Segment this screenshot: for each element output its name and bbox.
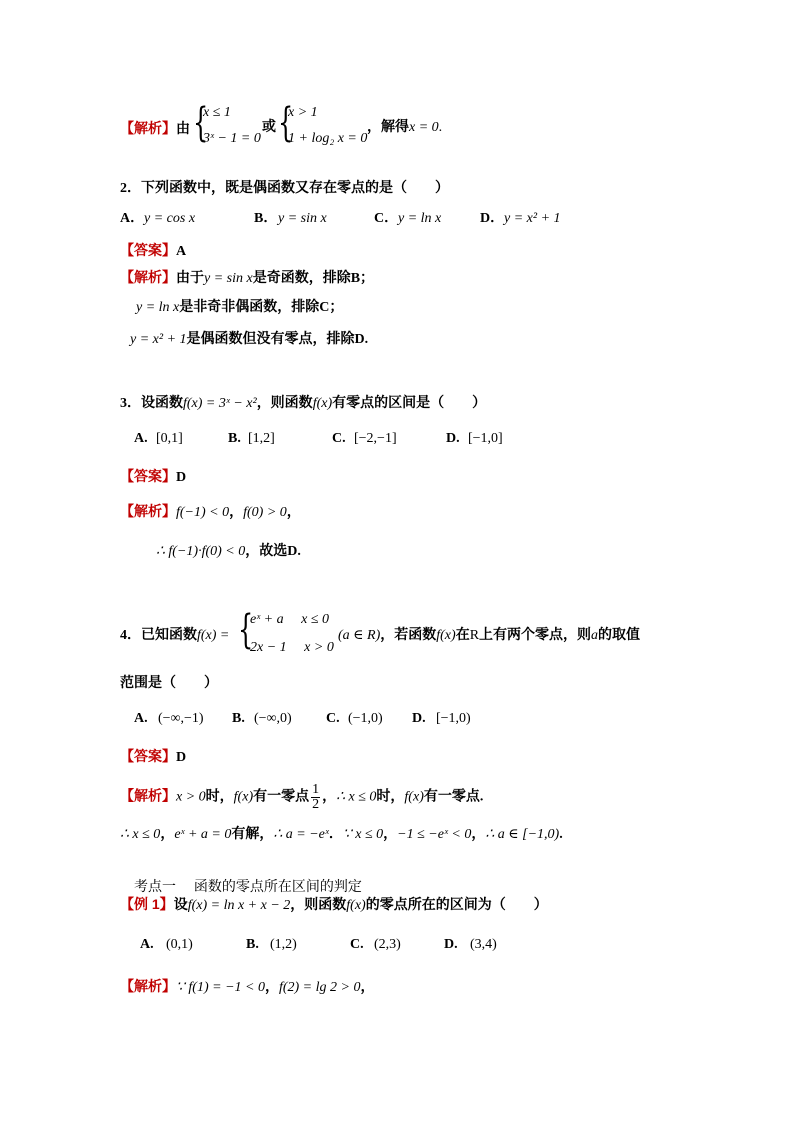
math: ∴ x ≤ 0 bbox=[336, 789, 377, 805]
option-label: C. bbox=[326, 711, 340, 726]
equation-row: x > 1 bbox=[288, 105, 318, 120]
text: 有一零点. bbox=[423, 789, 484, 805]
text: 在 bbox=[455, 628, 470, 643]
answer-line bbox=[120, 467, 186, 487]
option-text: [−2,−1] bbox=[354, 431, 397, 446]
option-label: D. bbox=[444, 937, 458, 952]
answer-tag: 【答案】 bbox=[120, 748, 176, 764]
text: ， bbox=[264, 980, 279, 995]
options-row bbox=[120, 210, 561, 228]
text: ，则函数 bbox=[256, 396, 313, 411]
answer: D bbox=[176, 470, 187, 485]
text: ， bbox=[229, 505, 244, 520]
option-text: [−1,0) bbox=[436, 711, 471, 726]
text: 由于 bbox=[176, 271, 204, 286]
equation-row: x ≤ 1 bbox=[203, 105, 231, 120]
math: x > 0 bbox=[176, 789, 206, 805]
math: f(−1) < 0 bbox=[176, 505, 230, 520]
option-text: (−∞,0) bbox=[254, 711, 292, 726]
option-label: A． bbox=[120, 211, 145, 226]
math: y = sin x bbox=[204, 271, 253, 286]
question-stem-cont bbox=[338, 627, 640, 645]
fraction bbox=[311, 783, 320, 812]
analysis-tag: 【解析】 bbox=[120, 503, 176, 519]
math: −1 ≤ −eˣ < 0 bbox=[397, 827, 472, 842]
option-label: B. bbox=[232, 711, 245, 726]
text: ， bbox=[160, 827, 175, 842]
text: ． bbox=[328, 827, 343, 842]
answer-tag: 【答案】 bbox=[120, 242, 176, 258]
equation-row: 1 + log₂ x = 0 bbox=[288, 131, 368, 146]
option-label: D. bbox=[446, 431, 460, 446]
analysis-line bbox=[120, 826, 563, 844]
math: f(x) bbox=[312, 396, 333, 411]
option-text: (−∞,−1) bbox=[158, 711, 204, 726]
option-label: D. bbox=[412, 711, 426, 726]
text: 是非奇非偶函数，排除C； bbox=[179, 300, 344, 315]
analysis-tag: 【解析】 bbox=[120, 978, 176, 994]
analysis-line bbox=[120, 502, 301, 522]
question-stem bbox=[120, 395, 486, 413]
option-text: (0,1) bbox=[166, 937, 193, 952]
text: 时， bbox=[205, 789, 234, 805]
math: ∴ f(−1)·f(0) < 0 bbox=[156, 544, 246, 559]
math: (a ∈ R) bbox=[338, 628, 381, 643]
piece-row: 2x − 1 x > 0 bbox=[250, 640, 334, 655]
math: f(x) bbox=[233, 789, 254, 805]
text: 有解， bbox=[231, 827, 274, 842]
option-label: A. bbox=[134, 711, 148, 726]
math: a bbox=[591, 628, 599, 643]
options-row bbox=[140, 936, 497, 954]
math: f(x) bbox=[404, 789, 424, 805]
text: ，则函数 bbox=[290, 898, 347, 913]
analysis-tag: 【解析】 bbox=[120, 787, 176, 804]
option-label: C． bbox=[374, 211, 399, 226]
text: 上有两个零点，则 bbox=[479, 628, 592, 643]
equation-row: 3ˣ − 1 = 0 bbox=[203, 131, 261, 146]
option-text: [1,2] bbox=[248, 431, 275, 446]
text: 是奇函数，排除B； bbox=[252, 271, 375, 286]
text: 的零点所在的区间为（ ） bbox=[365, 898, 548, 913]
option-text: [0,1] bbox=[156, 431, 183, 446]
text: ，若函数 bbox=[380, 628, 437, 643]
math: f(2) = lg 2 > 0 bbox=[278, 980, 361, 995]
analysis-tag: 【解析】 bbox=[120, 120, 176, 136]
text: ， bbox=[383, 827, 398, 842]
text: 4．已知函数 bbox=[120, 628, 197, 643]
option-label: D． bbox=[480, 211, 505, 226]
option-text: y = sin x bbox=[278, 211, 327, 226]
math: ∵ f(1) = −1 < 0 bbox=[176, 980, 265, 995]
text: . bbox=[559, 827, 563, 842]
math: eˣ + a = 0 bbox=[174, 827, 232, 842]
answer: D bbox=[176, 750, 187, 765]
example-tag: 【例 1】 bbox=[120, 896, 174, 912]
math: ∵ x ≤ 0 bbox=[342, 827, 384, 842]
text: 由 bbox=[176, 122, 190, 137]
math: f(x) bbox=[436, 628, 456, 643]
analysis-line bbox=[120, 977, 374, 997]
option-text: (1,2) bbox=[270, 937, 297, 952]
analysis-line bbox=[120, 783, 483, 812]
math: f(x) = ln x + x − 2 bbox=[187, 898, 291, 913]
fraction-denominator: 2 bbox=[312, 797, 320, 812]
option-text: (−1,0) bbox=[348, 711, 383, 726]
text: 是偶函数但没有零点，排除D. bbox=[186, 332, 369, 347]
text: . bbox=[438, 120, 443, 135]
analysis-line bbox=[156, 543, 301, 561]
text: ，故选D. bbox=[245, 544, 301, 559]
analysis-line bbox=[120, 268, 374, 288]
fraction-numerator: 1 bbox=[312, 782, 320, 797]
math: ∴ a = −eˣ bbox=[273, 827, 329, 842]
options-row bbox=[134, 430, 503, 448]
math: x = 0 bbox=[409, 120, 439, 135]
math: f(x) = bbox=[197, 628, 230, 643]
option-text: y = ln x bbox=[398, 211, 442, 226]
math: f(x) = 3ˣ − x² bbox=[183, 396, 257, 411]
text: 3．设函数 bbox=[120, 396, 183, 411]
text: 有零点的区间是（ ） bbox=[332, 396, 487, 411]
text: 设 bbox=[173, 898, 188, 913]
option-label: B． bbox=[254, 211, 278, 226]
left-brace: { bbox=[238, 607, 254, 653]
option-text: y = x² + 1 bbox=[504, 211, 561, 226]
option-text: (3,4) bbox=[470, 937, 497, 952]
text: ，解得 bbox=[367, 120, 409, 135]
text: ， bbox=[286, 505, 301, 520]
left-brace: { bbox=[193, 100, 209, 146]
text: 的取值 bbox=[598, 628, 641, 643]
answer-line bbox=[120, 241, 186, 261]
option-label: C. bbox=[332, 431, 346, 446]
math: y = x² + 1 bbox=[130, 332, 187, 347]
math: f(x) bbox=[346, 898, 366, 913]
option-label: C. bbox=[350, 937, 364, 952]
math: R bbox=[469, 628, 480, 643]
text: 时， bbox=[376, 789, 405, 805]
piece-row: eˣ + a x ≤ 0 bbox=[250, 612, 330, 627]
question-stem: 2．下列函数中，既是偶函数又存在零点的是（ ） bbox=[120, 181, 449, 196]
answer-tag: 【答案】 bbox=[120, 468, 176, 484]
option-text: [−1,0] bbox=[468, 431, 503, 446]
option-label: B. bbox=[246, 937, 259, 952]
answer-line bbox=[120, 747, 186, 767]
text: ， bbox=[322, 789, 337, 805]
text: ， bbox=[360, 980, 375, 995]
math: y = ln x bbox=[136, 300, 180, 315]
math: f(0) > 0 bbox=[243, 505, 287, 520]
options-row bbox=[134, 710, 471, 728]
question-stem bbox=[120, 627, 229, 645]
section-title: 考点一 函数的零点所在区间的判定 bbox=[134, 878, 362, 894]
option-label: A. bbox=[134, 431, 148, 446]
math: ∴ x ≤ 0 bbox=[120, 827, 161, 842]
left-brace: { bbox=[278, 100, 294, 146]
text: 或 bbox=[262, 120, 276, 135]
analysis-line bbox=[130, 331, 368, 349]
option-label: B. bbox=[228, 431, 241, 446]
analysis-line bbox=[136, 299, 343, 317]
math: ∴ a ∈ [−1,0) bbox=[485, 827, 560, 842]
question-stem-line2: 范围是（ ） bbox=[120, 676, 218, 691]
text: 有一零点 bbox=[253, 789, 310, 805]
analysis-tag: 【解析】 bbox=[120, 269, 176, 285]
question-stem bbox=[120, 895, 548, 915]
option-label: A. bbox=[140, 937, 154, 952]
answer: A bbox=[176, 244, 187, 259]
option-text: (2,3) bbox=[374, 937, 401, 952]
option-text: y = cos x bbox=[144, 211, 196, 226]
text: ， bbox=[471, 827, 486, 842]
